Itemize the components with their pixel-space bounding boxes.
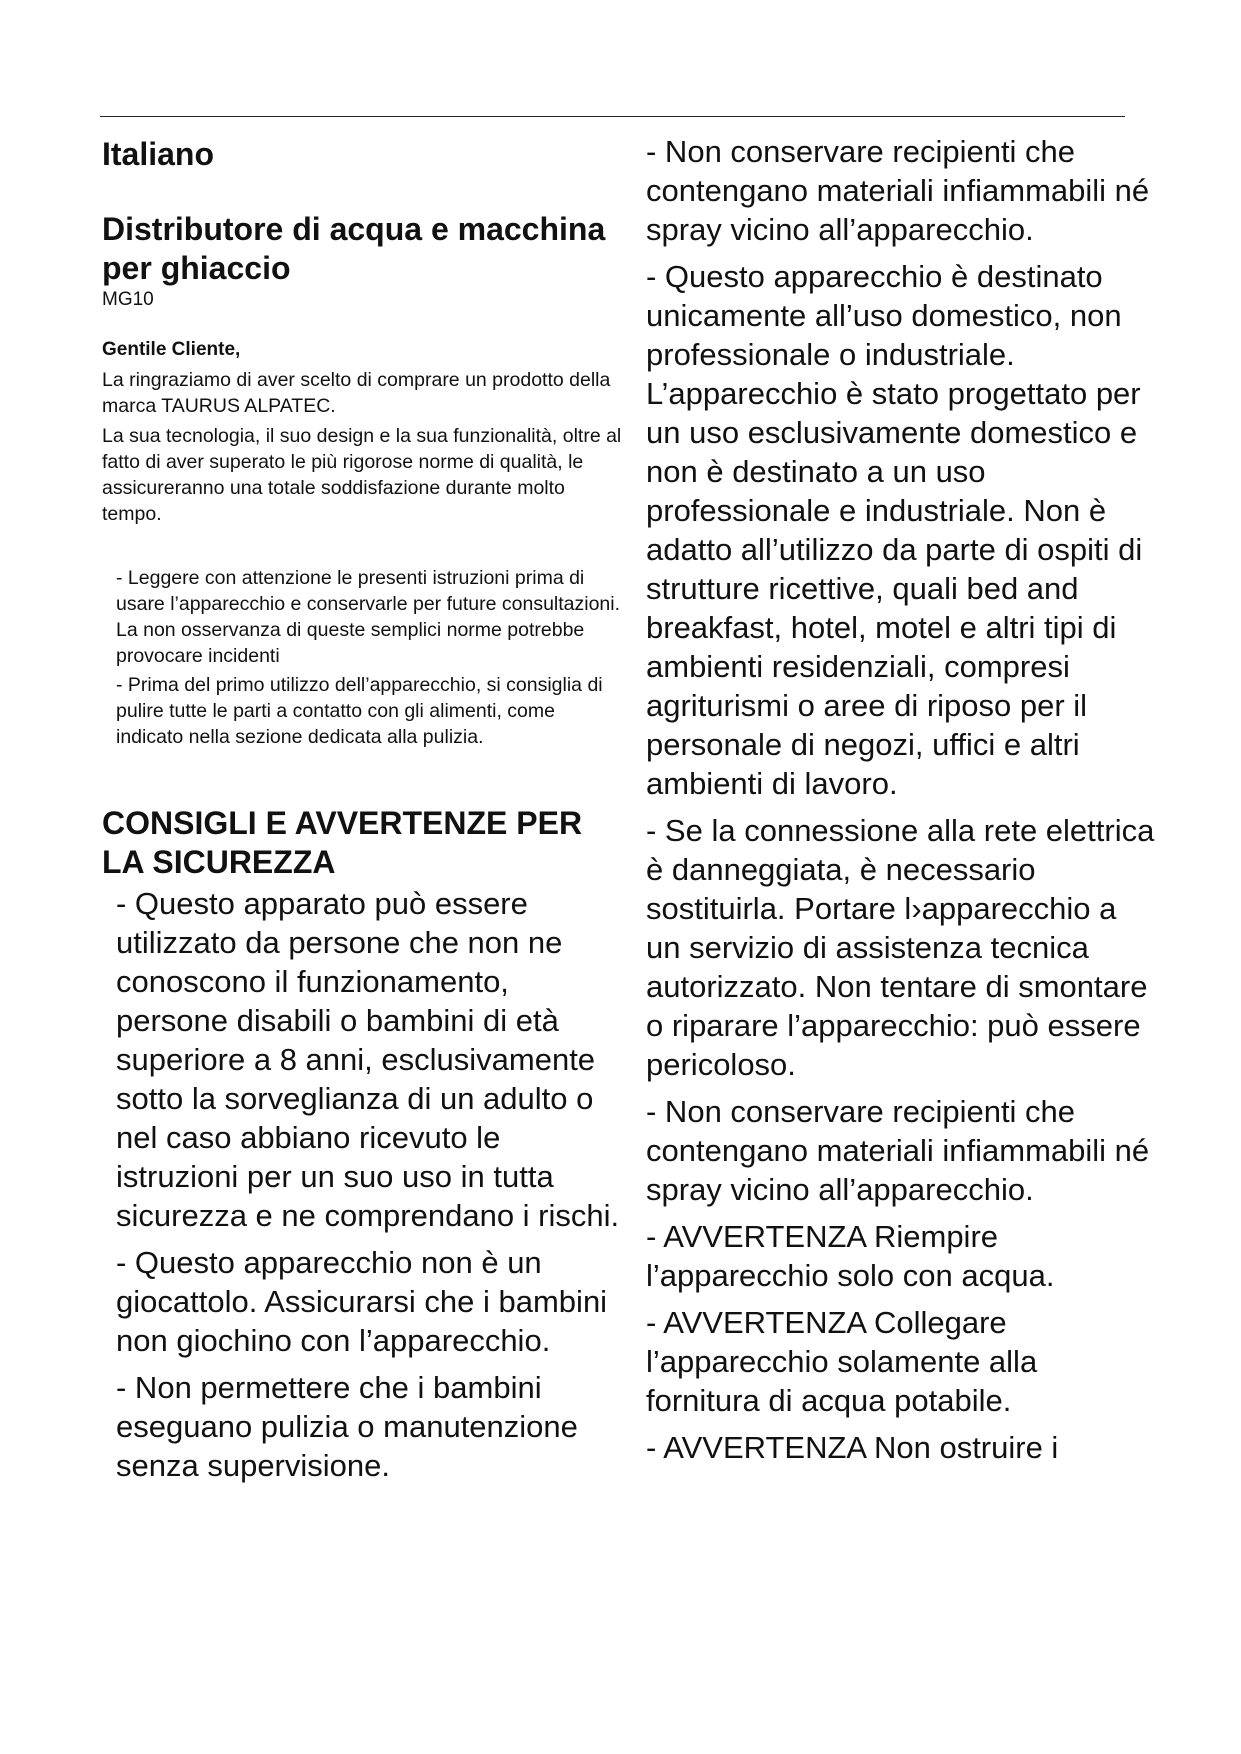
right-column bbox=[646, 132, 1156, 1475]
product-title: Distributore di acqua e macchina per ghiaccio bbox=[102, 211, 606, 286]
pre-use-list bbox=[116, 565, 622, 750]
safety-item: - Non permettere che i bambini eseguano pulizia o manutenzione senza supervisione. bbox=[116, 1370, 578, 1483]
safety-item: - AVVERTENZA Collegare l’apparecchio solamente alla fornitura di acqua potabile. bbox=[646, 1305, 1038, 1418]
language-heading: Italiano bbox=[102, 136, 215, 172]
intro-paragraph: La sua tecnologia, il suo design e la sua funzionalità, oltre al fatto di aver superato le più rigorose norme di qualità, le assicureranno una totale soddisfazione durante molto tempo. bbox=[102, 425, 622, 525]
safety-item: - Questo apparecchio è destinato unicamente all’uso domestico, non professionale o industriale. L’apparecchio è stato progettato per un uso esclusivamente domestico e non è destinato a un uso professionale e industriale. Non è adatto all’utilizzo da parte di ospiti di strutture ricettive, quali bed and breakfast, hotel, motel e altri tipi di ambienti residenziali, compresi agriturismi o aree di riposo per il personale di negozi, uffici e altri ambienti di lavoro. bbox=[646, 259, 1143, 801]
list-item: - Prima del primo utilizzo dell’apparecchio, si consiglia di pulire tutte le parti a contatto con gli alimenti, come indicato nella sezione dedicata alla pulizia. bbox=[116, 674, 603, 748]
safety-section-title: CONSIGLI E AVVERTENZE PER LA SICUREZZA bbox=[102, 805, 583, 880]
safety-item: - AVVERTENZA Non ostruire i bbox=[646, 1430, 1059, 1465]
top-rule bbox=[100, 116, 1125, 117]
intro-paragraph: La ringraziamo di aver scelto di comprare un prodotto della marca TAURUS ALPATEC. bbox=[102, 369, 611, 417]
safety-item: - Non conservare recipienti che contengano materiali infiammabili né spray vicino all’apparecchio. bbox=[646, 134, 1150, 247]
model-number: MG10 bbox=[102, 289, 154, 310]
safety-item: - Questo apparecchio non è un giocattolo. Assicurarsi che i bambini non giochino con l’apparecchio. bbox=[116, 1245, 608, 1358]
list-item: - Leggere con attenzione le presenti istruzioni prima di usare l’apparecchio e conservarle per future consultazioni. La non osservanza di queste semplici norme potrebbe provocare incidenti bbox=[116, 567, 621, 667]
safety-item: - Non conservare recipienti che contengano materiali infiammabili né spray vicino all’apparecchio. bbox=[646, 1094, 1150, 1207]
safety-item: - Se la connessione alla rete elettrica è danneggiata, è necessario sostituirla. Portare l›apparecchio a un servizio di assistenza tecnica autorizzato. Non tentare di smontare o riparare l’apparecchio: può essere pericoloso. bbox=[646, 813, 1155, 1082]
safety-item: - Questo apparato può essere utilizzato da persone che non ne conoscono il funzionamento, persone disabili o bambini di età superiore a 8 anni, esclusivamente sotto la sorveglianza di un adulto o nel caso abbiano ricevuto le istruzioni per un suo uso in tutta sicurezza e ne comprendano i rischi. bbox=[116, 886, 620, 1233]
safety-item: - AVVERTENZA Riempire l’apparecchio solo con acqua. bbox=[646, 1219, 1055, 1293]
greeting: Gentile Cliente, bbox=[102, 339, 241, 360]
left-column bbox=[102, 132, 622, 1493]
